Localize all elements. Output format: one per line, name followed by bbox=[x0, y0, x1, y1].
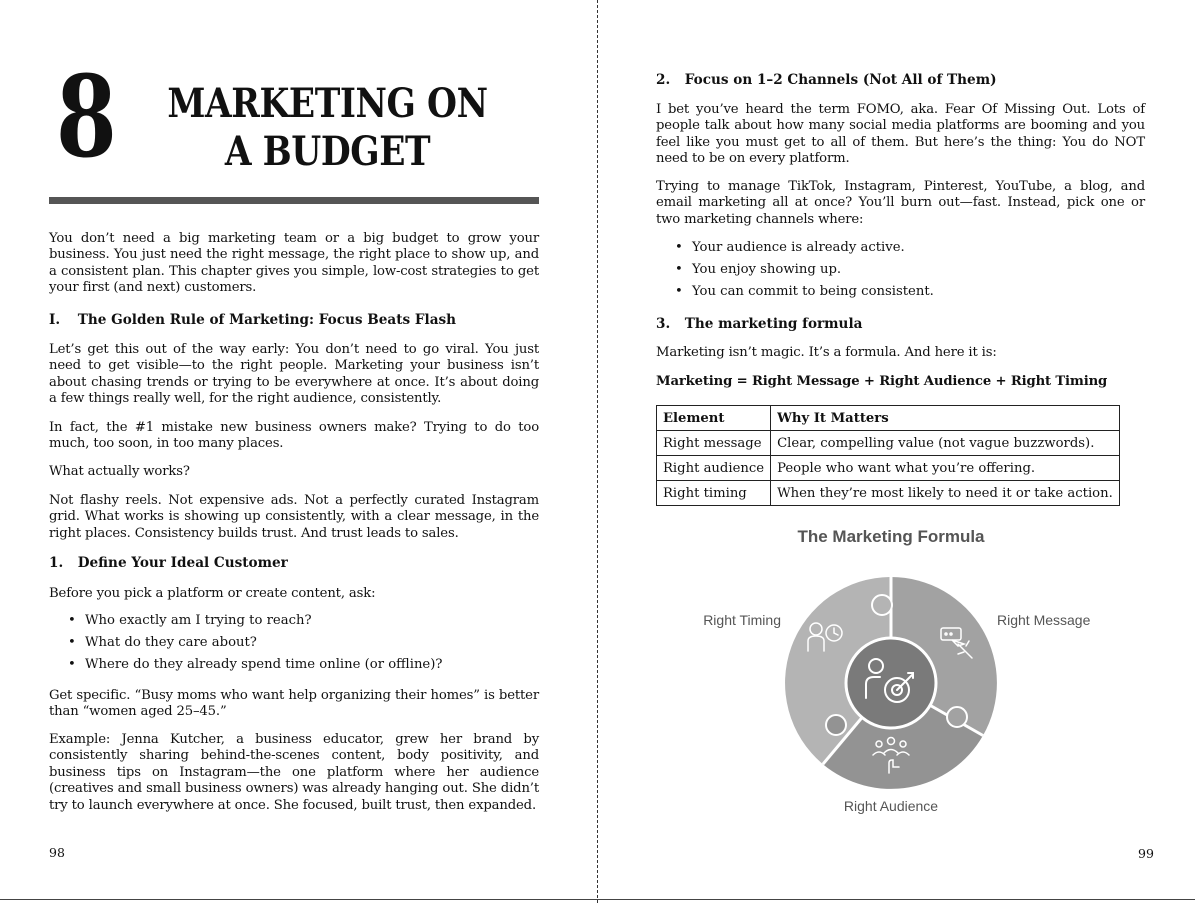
paragraph-6: Get specific. “Busy moms who want help organizing their homes” is better than “women aged 25–45.” bbox=[49, 688, 539, 720]
paragraph-2: In fact, the #1 mistake new business owners make? Trying to do too much, too soon, in too many places. bbox=[49, 420, 539, 452]
table-header-cell: Why It Matters bbox=[771, 406, 1120, 431]
label-right-audience: Right Audience bbox=[843, 798, 939, 814]
section-title: The Golden Rule of Marketing: Focus Beats Flash bbox=[77, 312, 457, 328]
center-circle bbox=[846, 638, 936, 728]
table-row bbox=[657, 431, 1120, 456]
chapter-title: MARKETING ON A BUDGET bbox=[167, 80, 488, 175]
title-rule bbox=[49, 197, 539, 204]
table-row bbox=[657, 481, 1120, 506]
page-number: 99 bbox=[1138, 846, 1154, 861]
subsection-number: 3. bbox=[656, 316, 671, 332]
subsection-number: 1. bbox=[49, 555, 64, 571]
subsection-heading bbox=[656, 72, 997, 89]
subsection-heading bbox=[656, 316, 862, 333]
table-header-row bbox=[657, 406, 1120, 431]
subsection-heading bbox=[49, 555, 288, 572]
list-item: • Where do they already spend time online (or offline)? bbox=[49, 656, 539, 678]
section-heading bbox=[49, 312, 456, 329]
paragraph-7: Example: Jenna Kutcher, a business educator, grew her brand by consistently sharing behind-the-scenes content, body positivity, and business tips on Instagram—the one platform where her audience (creatives and small business owners) was already hanging out. She didn’t try to launch everywhere at once. She focused, built trust, then expanded. bbox=[49, 732, 539, 813]
marketing-formula-diagram bbox=[696, 520, 1116, 820]
left-page bbox=[0, 0, 597, 903]
paragraph-1: Let’s get this out of the way early: You don’t need to go viral. You just need to get visible—to the right people. Marketing your business isn’t about chasing trends or trying to be everywhere at once. It’s about doing a few things really well, for the right audience, consistently. bbox=[49, 342, 539, 407]
intro-paragraph: You don’t need a big marketing team or a big budget to grow your business. You just need the right message, the right place to show up, and a consistent plan. This chapter gives you simple, low-cost strategies to get your first (and next) customers. bbox=[49, 231, 539, 296]
paragraph-2: Trying to manage TikTok, Instagram, Pinterest, YouTube, a blog, and email marketing all at once? You’ll burn out—fast. Instead, pick one or two marketing channels where: bbox=[656, 179, 1145, 227]
puzzle-tab bbox=[947, 707, 967, 727]
paragraph-3: Marketing isn’t magic. It’s a formula. And here it is: bbox=[656, 345, 997, 360]
paragraph-1: I bet you’ve heard the term FOMO, aka. Fear Of Missing Out. Lots of people talk about how many social media platforms are booming and you feel like you must get to all of them. But here’s the thing: You do NOT need to be on every platform. bbox=[656, 102, 1145, 167]
subsection-title: The marketing formula bbox=[684, 316, 863, 332]
table-cell: People who want what you’re offering. bbox=[771, 456, 1120, 481]
list-item: • What do they care about? bbox=[49, 634, 539, 656]
subsection-title: Focus on 1–2 Channels (Not All of Them) bbox=[684, 72, 997, 88]
section-number: I. bbox=[49, 312, 61, 328]
puzzle-tab bbox=[872, 595, 892, 615]
paragraph-5: Before you pick a platform or create content, ask: bbox=[49, 586, 376, 601]
list-item: • Your audience is already active. bbox=[656, 239, 1145, 261]
diagram-title: The Marketing Formula bbox=[797, 527, 985, 546]
list-item: • You enjoy showing up. bbox=[656, 261, 1145, 283]
page-number: 98 bbox=[49, 845, 65, 860]
bullet-list bbox=[49, 612, 539, 678]
table-cell: Clear, compelling value (not vague buzzwords). bbox=[771, 431, 1120, 456]
subsection-number: 2. bbox=[656, 72, 671, 88]
formula-line: Marketing = Right Message + Right Audience + Right Timing bbox=[656, 374, 1108, 389]
table-cell: Right audience bbox=[657, 456, 771, 481]
formula-table bbox=[656, 405, 1120, 506]
table-cell: When they’re most likely to need it or take action. bbox=[771, 481, 1120, 506]
table-row bbox=[657, 456, 1120, 481]
paragraph-3: What actually works? bbox=[49, 464, 190, 479]
list-item: • Who exactly am I trying to reach? bbox=[49, 612, 539, 634]
paragraph-4: Not flashy reels. Not expensive ads. Not a perfectly curated Instagram grid. What works is showing up consistently, with a clear message, in the right places. Consistency builds trust. And trust leads to sales. bbox=[49, 493, 539, 541]
list-item: • You can commit to being consistent. bbox=[656, 283, 1145, 305]
bullet-list bbox=[656, 239, 1145, 305]
subsection-title: Define Your Ideal Customer bbox=[77, 555, 288, 571]
label-right-timing: Right Timing bbox=[703, 612, 781, 628]
puzzle-tab bbox=[826, 715, 846, 735]
right-page bbox=[598, 0, 1195, 903]
table-header-cell: Element bbox=[657, 406, 771, 431]
table-cell: Right message bbox=[657, 431, 771, 456]
chapter-number: 8 bbox=[56, 52, 117, 183]
table-cell: Right timing bbox=[657, 481, 771, 506]
label-right-message: Right Message bbox=[997, 612, 1091, 628]
